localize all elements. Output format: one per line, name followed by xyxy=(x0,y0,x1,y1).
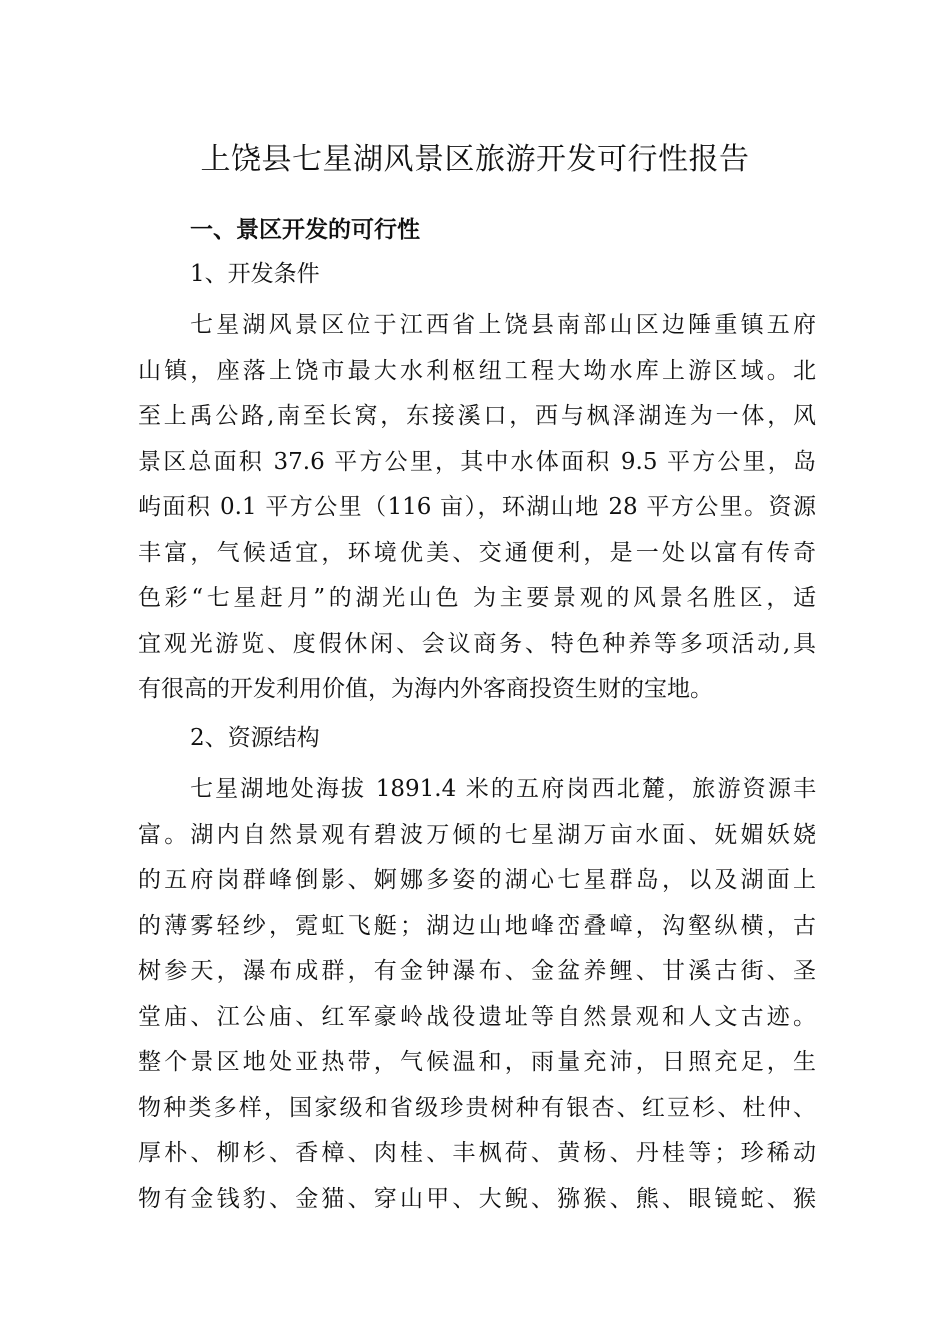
paragraph-resource-structure xyxy=(138,767,816,1222)
paragraph-line: 物有金钱豹、金猫、穿山甲、大鲵、猕猴、熊、眼镜蛇、猴 xyxy=(138,1185,816,1212)
paragraph-line: 的薄雾轻纱，霓虹飞艇；湖边山地峰峦叠嶂，沟壑纵横，古 xyxy=(138,912,816,939)
paragraph-line: 宜观光游览、度假休闲、会议商务、特色种养等多项活动,具 xyxy=(138,630,816,657)
subsection-heading-resource-structure: 2、资源结构 xyxy=(190,725,320,751)
paragraph-line: 景区总面积 37.6 平方公里，其中水体面积 9.5 平方公里，岛 xyxy=(138,448,816,475)
paragraph-line: 屿面积 0.1 平方公里（116 亩），环湖山地 28 平方公里。资源 xyxy=(138,494,816,520)
paragraph-line: 七星湖地处海拔 1891.4 米的五府岗西北麓，旅游资源丰 xyxy=(190,776,816,802)
paragraph-line: 整个景区地处亚热带，气候温和，雨量充沛，日照充足，生 xyxy=(138,1049,816,1075)
document-title: 上饶县七星湖风景区旅游开发可行性报告 xyxy=(200,142,750,177)
section-heading: 一、景区开发的可行性 xyxy=(190,217,420,243)
paragraph-line: 至上禹公路,南至长窝，东接溪口，西与枫泽湖连为一体，风 xyxy=(138,403,816,429)
paragraph-line: 富。湖内自然景观有碧波万倾的七星湖万亩水面、妩媚妖娆 xyxy=(138,821,816,848)
subsection-heading-development-conditions: 1、开发条件 xyxy=(190,261,320,287)
paragraph-line: 有很高的开发利用价值，为海内外客商投资生财的宝地。 xyxy=(138,676,713,702)
paragraph-line: 山镇，座落上饶市最大水利枢纽工程大坳水库上游区域。北 xyxy=(138,357,816,384)
paragraph-line: 厚朴、柳杉、香樟、肉桂、丰枫荷、黄杨、丹桂等；珍稀动 xyxy=(138,1140,816,1166)
paragraph-line: 树参天，瀑布成群，有金钟瀑布、金盆养鲤、甘溪古街、圣 xyxy=(138,958,816,984)
paragraph-line: 七星湖风景区位于江西省上饶县南部山区边陲重镇五府 xyxy=(190,312,816,338)
paragraph-line: 的五府岗群峰倒影、婀娜多姿的湖心七星群岛，以及湖面上 xyxy=(138,867,816,893)
paragraph-development-conditions xyxy=(138,303,816,713)
paragraph-line: 堂庙、江公庙、红军豪岭战役遗址等自然景观和人文古迹。 xyxy=(138,1003,816,1030)
paragraph-line: 色彩“七星赶月”的湖光山色 为主要景观的风景名胜区，适 xyxy=(138,585,816,611)
paragraph-line: 物种类多样，国家级和省级珍贵树种有银杏、红豆杉、杜仲、 xyxy=(138,1094,816,1121)
paragraph-line: 丰富，气候适宜，环境优美、交通便利，是一处以富有传奇 xyxy=(138,539,816,566)
